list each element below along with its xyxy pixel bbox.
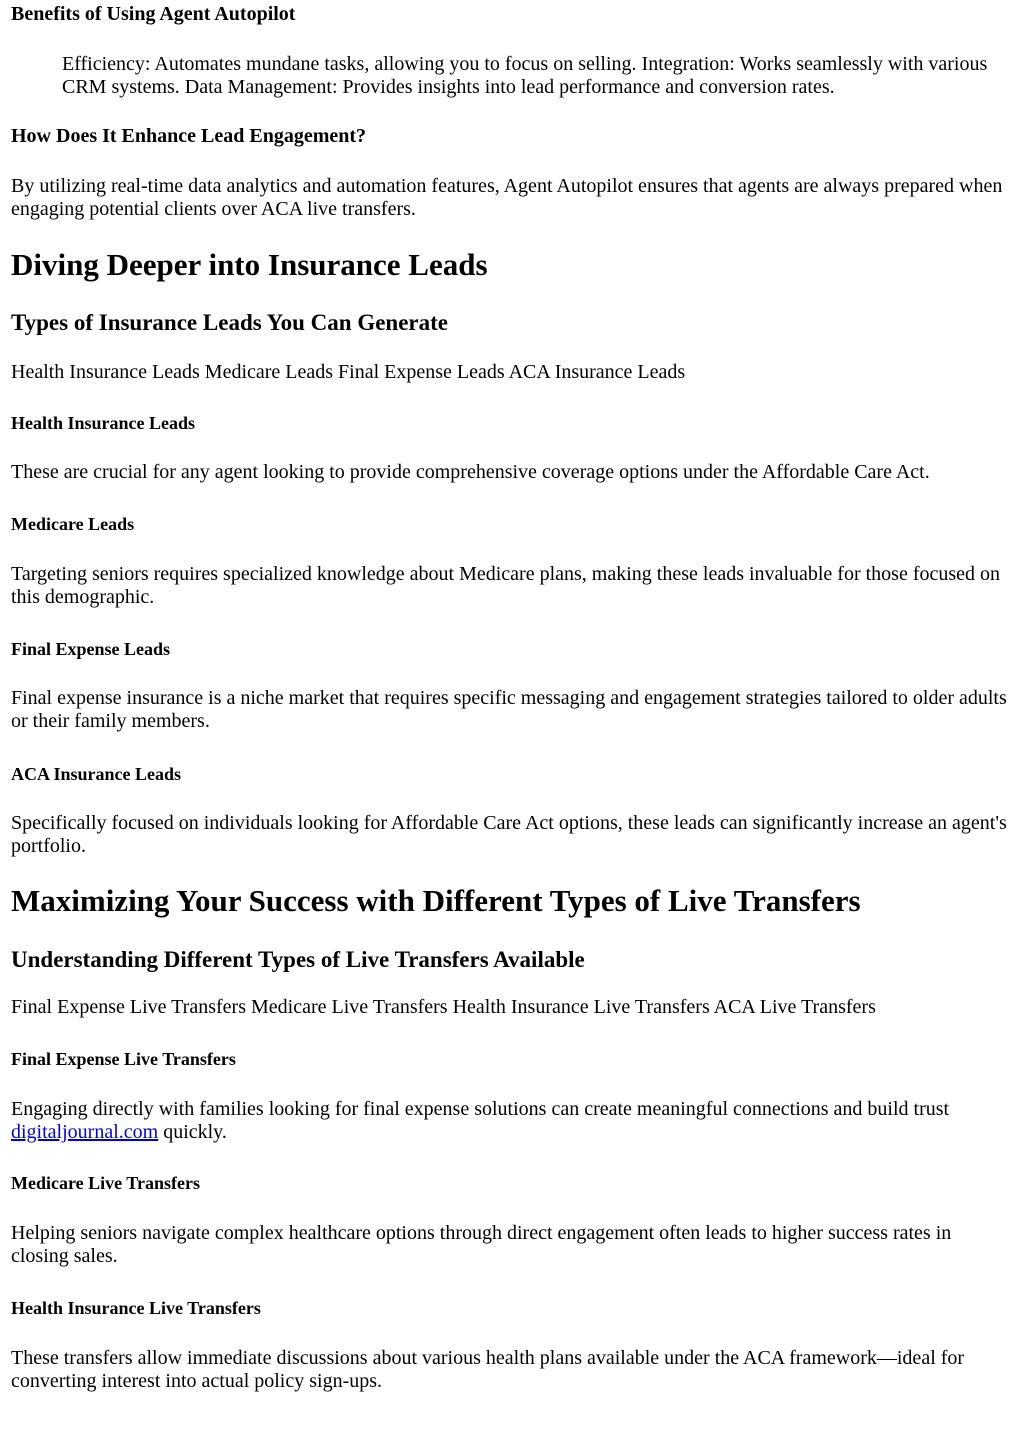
final-expense-text-after: quickly. [158,1121,227,1143]
medicare-transfers-heading: Medicare Live Transfers [11,1173,200,1193]
engagement-heading: How Does It Enhance Lead Engagement? [11,125,367,147]
transfer-types-list: Final Expense Live Transfers Medicare Live Transfers Health Insurance Live Transfers ACA Live Transfers [11,996,876,1018]
final-expense-leads-heading: Final Expense Leads [11,639,171,659]
health-leads-heading: Health Insurance Leads [11,413,196,433]
final-expense-text-before: Engaging directly with families looking for final expense solutions can create meaningful connections and build trust [11,1098,950,1120]
medicare-leads-heading: Medicare Leads [11,514,135,534]
health-transfers-text: These transfers allow immediate discussions about various health plans available under the ACA framework—ideal for converting interest into actual policy sign-ups. [11,1347,965,1392]
medicare-leads-text: Targeting seniors requires specialized knowledge about Medicare plans, making these leads invaluable for those focused on this demographic. [11,563,1001,608]
benefits-heading: Benefits of Using Agent Autopilot [11,3,296,25]
digitaljournal-link[interactable]: digitaljournal.com [11,1121,159,1143]
medicare-transfers-text: Helping seniors navigate complex healthcare options through direct engagement often leads to higher success rates in closing sales. [11,1222,952,1267]
lead-types-heading: Types of Insurance Leads You Can Generate [11,310,449,335]
transfer-types-heading: Understanding Different Types of Live Transfers Available [11,947,585,972]
transfers-section-title: Maximizing Your Success with Different Types of Live Transfers [11,883,861,918]
final-expense-transfers-heading: Final Expense Live Transfers [11,1049,236,1069]
final-expense-leads-text: Final expense insurance is a niche market that requires specific messaging and engagement strategies tailored to older adults or their family members. [11,687,1007,732]
health-leads-text: These are crucial for any agent looking to provide comprehensive coverage options under the Affordable Care Act. [11,461,930,483]
final-expense-transfers-text [11,1098,1011,1144]
engagement-text: By utilizing real-time data analytics and automation features, Agent Autopilot ensures that agents are always prepared when engaging potential clients over ACA live transfers. [11,175,1003,220]
leads-section-title: Diving Deeper into Insurance Leads [11,247,488,282]
benefits-quote: Efficiency: Automates mundane tasks, allowing you to focus on selling. Integration: Works seamlessly with various CRM systems. Data Management: Provides insights into lead performance and conversion rates. [62,53,988,98]
aca-leads-text: Specifically focused on individuals looking for Affordable Care Act options, these leads can significantly increase an agent's portfolio. [11,812,1007,857]
lead-types-list: Health Insurance Leads Medicare Leads Final Expense Leads ACA Insurance Leads [11,361,686,383]
health-transfers-heading: Health Insurance Live Transfers [11,1298,261,1318]
aca-leads-heading: ACA Insurance Leads [11,764,182,784]
